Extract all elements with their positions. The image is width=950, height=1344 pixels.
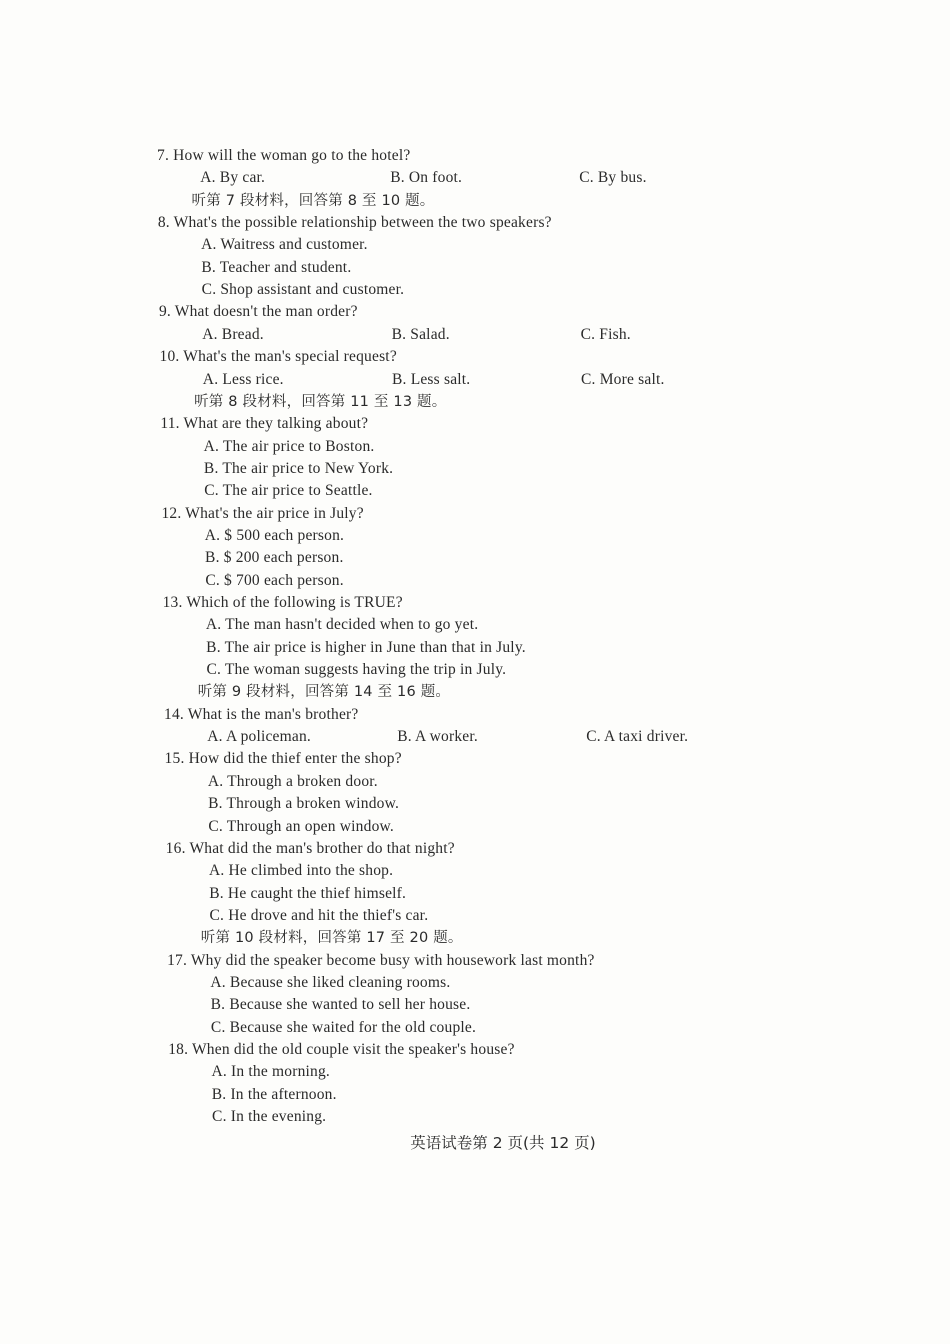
answer-option-b: B. Less salt. <box>392 370 471 388</box>
question-text: 9. What doesn't the man order? <box>158 303 358 321</box>
answer-option: B. Because she wanted to sell her house. <box>210 996 471 1014</box>
answer-option: A. Through a broken door. <box>207 772 378 790</box>
question-text: 17. Why did the speaker become busy with housework last month? <box>167 951 595 969</box>
answer-option: B. The air price to New York. <box>203 459 394 477</box>
answer-option: B. The air price is higher in June than that in July. <box>206 638 526 656</box>
question-text: 18. When did the old couple visit the speaker's house? <box>168 1041 515 1058</box>
section-instruction: 听第 9 段材料，回答第 14 至 16 题。 <box>197 684 451 701</box>
answer-option-a: A. Less rice. <box>202 370 284 388</box>
answer-option-a: A. By car. <box>200 169 266 187</box>
answer-option: C. $ 700 each person. <box>205 571 344 589</box>
answer-option: C. In the evening. <box>212 1108 327 1126</box>
answer-option: B. Teacher and student. <box>201 258 352 276</box>
answer-option: B. In the afternoon. <box>211 1085 337 1103</box>
answer-option-a: A. A policeman. <box>207 728 312 746</box>
answer-option: C. He drove and hit the thief's car. <box>209 906 429 924</box>
section-instruction: 听第 10 段材料，回答第 17 至 20 题。 <box>200 930 463 947</box>
question-text: 7. How will the woman go to the hotel? <box>157 147 411 164</box>
answer-option-c: C. More salt. <box>581 370 665 388</box>
answer-option: B. He caught the thief himself. <box>209 884 407 902</box>
answer-option: B. Through a broken window. <box>208 795 400 813</box>
answer-option: C. The air price to Seattle. <box>204 482 373 500</box>
answer-option-b: B. A worker. <box>397 728 478 746</box>
answer-option: C. The woman suggests having the trip in July. <box>206 661 507 679</box>
question-text: 14. What is the man's brother? <box>164 705 359 723</box>
answer-option: A. In the morning. <box>211 1063 331 1081</box>
answer-option: A. The air price to Boston. <box>203 437 375 455</box>
answer-option: C. Through an open window. <box>208 817 394 835</box>
answer-option: A. $ 500 each person. <box>204 526 345 544</box>
section-instruction: 听第 8 段材料，回答第 11 至 13 题。 <box>194 393 447 410</box>
answer-option-a: A. Bread. <box>202 325 264 343</box>
section-instruction: 听第 7 段材料，回答第 8 至 10 题。 <box>191 192 435 209</box>
answer-option: A. The man hasn't decided when to go yet. <box>205 616 479 634</box>
question-text: 16. What did the man's brother do that night? <box>165 839 455 857</box>
answer-option-b: B. Salad. <box>391 325 450 343</box>
answer-option: A. Waitress and customer. <box>201 236 368 254</box>
page-footer: 英语试卷第 2 页(共 12 页) <box>410 1134 596 1152</box>
answer-option: C. Because she waited for the old couple. <box>210 1018 477 1036</box>
answer-option-c: C. A taxi driver. <box>586 728 689 746</box>
answer-option-c: C. Fish. <box>580 325 631 343</box>
question-text: 13. Which of the following is TRUE? <box>162 594 403 611</box>
answer-option-b: B. On foot. <box>390 169 463 187</box>
question-text: 12. What's the air price in July? <box>161 504 364 522</box>
answer-option: A. Because she liked cleaning rooms. <box>210 973 451 991</box>
answer-option: C. Shop assistant and customer. <box>201 281 405 299</box>
question-text: 8. What's the possible relationship between the two speakers? <box>157 214 552 232</box>
answer-option: A. He climbed into the shop. <box>208 862 394 880</box>
question-text: 15. How did the thief enter the shop? <box>164 750 402 768</box>
question-text: 10. What's the man's special request? <box>159 348 397 366</box>
answer-option: B. $ 200 each person. <box>205 549 344 567</box>
question-text: 11. What are they talking about? <box>160 415 369 433</box>
answer-option-c: C. By bus. <box>579 169 647 187</box>
